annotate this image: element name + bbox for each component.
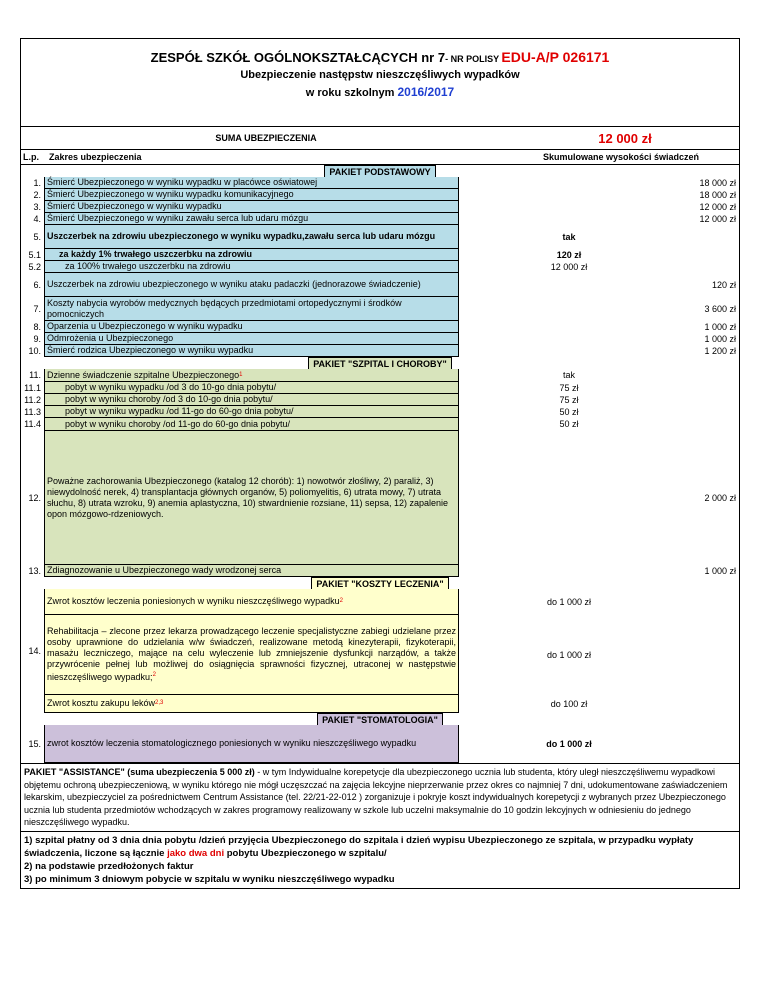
row-amount: tak xyxy=(562,370,575,380)
row-amount: 120 zł xyxy=(711,279,736,290)
row-number: 13. xyxy=(28,565,41,576)
package-title-costs-label: PAKIET "KOSZTY LECZENIA" xyxy=(311,577,448,590)
table-row xyxy=(21,177,739,189)
policy-number: EDU-A/P 026171 xyxy=(501,49,610,65)
row-description: Odmrożenia u Ubezpieczonego xyxy=(44,333,459,345)
assistance-title: PAKIET "ASSISTANCE" (suma ubezpieczenia 5 000 zł) xyxy=(24,767,255,777)
table-row xyxy=(21,725,739,763)
table-row xyxy=(44,695,739,713)
package-title-basic-label: PAKIET PODSTAWOWY xyxy=(324,165,435,178)
row-text: Rehabilitacja – zlecone przez lekarza prowadzącego leczenie specjalistyczne zabiegi udzielane przez osoby uprawnione do udzielania w/w świadczeń, realizowane metodą kinezyterapii, fizykoterapii, masażu leczniczego, mające na celu wyleczenie lub zmniejszenie dysfunkcji narządów, a także przywrócenie pełnej lub możliwej do osiągnięcia sprawności fizycznej, utraconej w następstwie nieszczęśliwego wypadku; xyxy=(47,626,456,682)
row-description: pobyt w wyniku choroby /od 3 do 10-go dnia pobytu/ xyxy=(44,394,459,406)
row-number: 1. xyxy=(33,177,41,188)
school-name: ZESPÓŁ SZKÓŁ OGÓLNOKSZTAŁCĄCYCH nr 7 xyxy=(150,50,446,65)
row-amount: 120 zł xyxy=(556,249,582,260)
table-row xyxy=(21,249,739,261)
row-amount: 12 000 zł xyxy=(550,261,588,272)
table-row xyxy=(21,394,739,406)
title-block xyxy=(21,39,739,127)
row-amount: 12 000 zł xyxy=(699,213,736,224)
footnote-mark: 1 xyxy=(239,371,243,378)
footnote-mark: 2,3 xyxy=(155,700,164,706)
costs-block xyxy=(21,589,739,713)
row-amount: 3 600 zł xyxy=(704,303,736,314)
year-prefix: w roku szkolnym xyxy=(305,87,398,99)
col-lp: L.p. xyxy=(23,152,39,162)
row-number: 6. xyxy=(33,279,41,290)
table-row xyxy=(21,406,739,418)
row-amount: 1 000 zł xyxy=(704,565,736,576)
row-text: Zwrot kosztów leczenia poniesionych w wyniku nieszczęśliwego wypadku xyxy=(47,596,340,606)
table-row xyxy=(21,213,739,225)
row-number: 5. xyxy=(33,231,41,242)
package-title-dental xyxy=(21,713,739,725)
row-number: 11. xyxy=(29,370,41,380)
row-number: 8. xyxy=(33,321,41,332)
row-text: Dzienne świadczenie szpitalne Ubezpieczonego xyxy=(47,369,240,380)
row-number: 11.3 xyxy=(24,406,41,417)
table-row xyxy=(21,297,739,321)
insurance-subtitle: Ubezpieczenie następstw nieszczęśliwych wypadków xyxy=(240,69,520,81)
row-number: 12. xyxy=(28,492,41,503)
row-number: 14. xyxy=(28,646,41,656)
row-amount: 75 zł xyxy=(559,382,579,393)
row-description xyxy=(44,369,459,382)
sum-insured-value: 12 000 zł xyxy=(598,130,652,146)
assistance-paragraph xyxy=(21,763,739,832)
row-amount: 75 zł xyxy=(559,394,579,405)
table-row xyxy=(21,565,739,577)
row-description: za każdy 1% trwałego uszczerbku na zdrowiu xyxy=(44,249,459,261)
sum-insured-label: SUMA UBEZPIECZENIA xyxy=(215,133,317,143)
table-row xyxy=(44,589,739,615)
policy-prefix: - NR POLISY xyxy=(445,54,502,64)
package-title-costs xyxy=(21,577,739,589)
row-amount: do 1 000 zł xyxy=(546,738,592,749)
row-description: Zdiagnozowanie u Ubezpieczonego wady wrodzonej serca xyxy=(44,565,459,577)
row-number: 15. xyxy=(28,738,41,749)
row-amount: do 1 000 zł xyxy=(546,596,592,607)
table-row xyxy=(21,431,739,565)
footnote-mark: 2 xyxy=(339,598,343,604)
footnote-mark: 2 xyxy=(152,672,156,678)
footnote-3: 3) po minimum 3 dniowym pobycie w szpitalu w wyniku nieszczęśliwego wypadku xyxy=(24,873,395,885)
table-row xyxy=(44,615,739,695)
footnote-1-text-b: pobytu Ubezpieczonego w szpitalu/ xyxy=(224,847,387,859)
table-row xyxy=(21,418,739,431)
row-number: 9. xyxy=(33,333,41,344)
row-description: Śmierć Ubezpieczonego w wyniku wypadku komunikacyjnego xyxy=(44,189,459,201)
row-description: pobyt w wyniku wypadku /od 3 do 10-go dnia pobytu/ xyxy=(44,382,459,394)
row-amount: tak xyxy=(562,231,576,242)
row-description: Śmierć Ubezpieczonego w wyniku wypadku w placówce oświatowej xyxy=(44,177,459,189)
row-number: 5.2 xyxy=(28,261,41,272)
row-description: Poważne zachorowania Ubezpieczonego (katalog 12 chorób): 1) nowotwór złośliwy, 2) paraliż, 3) niewydolność nerek, 4) transplantacja głównych organów, 5) poliomyelitis, 6) utrata mowy, 7) utrata słuchu, 8) utrata wzroku, 9) anemia aplastyczna, 10) stwardnienie rozsiane, 11) sepsa, 12) zapalenie opon mózgowo-rdzeniowych. xyxy=(44,431,459,565)
footnote-1 xyxy=(24,834,736,860)
row-description: Śmierć Ubezpieczonego w wyniku wypadku xyxy=(44,201,459,213)
row-description: Uszczerbek na zdrowiu ubezpieczonego w wyniku ataku padaczki (jednorazowe świadczenie) xyxy=(44,273,459,297)
table-row xyxy=(21,369,739,382)
col-zakres: Zakres ubezpieczenia xyxy=(49,152,142,162)
row-description xyxy=(44,589,459,615)
school-year-line xyxy=(21,85,739,99)
col-skumulowane: Skumulowane wysokości świadczeń xyxy=(542,152,700,162)
table-row xyxy=(21,261,739,273)
row-amount: do 1 000 zł xyxy=(546,649,592,660)
row-amount: 1 000 zł xyxy=(704,321,736,332)
row-amount: 50 zł xyxy=(559,419,579,429)
row-description: Śmierć Ubezpieczonego w wyniku zawału serca lub udaru mózgu xyxy=(44,213,459,225)
row-description: Śmierć rodzica Ubezpieczonego w wyniku wypadku xyxy=(44,345,459,357)
package-title-basic xyxy=(21,165,739,177)
row-description: Uszczerbek na zdrowiu ubezpieczonego w wyniku wypadku,zawału serca lub udaru mózgu xyxy=(44,225,459,249)
footnotes xyxy=(21,832,739,888)
row-number: 7. xyxy=(33,303,41,314)
row-number: 3. xyxy=(33,201,41,212)
footnote-1-highlight: jako dwa dni xyxy=(167,847,225,859)
table-row xyxy=(21,345,739,357)
row-description: Koszty nabycia wyrobów medycznych będących przedmiotami ortopedycznymi i środków pomocniczych xyxy=(44,297,459,321)
footnote-1-text-a: 1) szpital płatny od 3 dnia dnia pobytu /dzień przyjęcia Ubezpieczonego do szpitala i dzień wypisu Ubezpieczonego ze szpitala, w przypadku wypłaty świadczenia, liczone są łącznie xyxy=(24,834,694,859)
row-amount: 12 000 zł xyxy=(699,201,736,212)
table-row xyxy=(21,382,739,394)
row-number: 10. xyxy=(28,345,41,356)
row-description xyxy=(44,615,459,695)
column-header xyxy=(21,150,739,165)
table-row xyxy=(21,201,739,213)
row-number: 2. xyxy=(33,189,41,200)
package-title-hospital-label: PAKIET "SZPITAL I CHOROBY" xyxy=(308,357,452,370)
row-description: Oparzenia u Ubezpieczonego w wyniku wypadku xyxy=(44,321,459,333)
table-row xyxy=(21,273,739,297)
row-description xyxy=(44,695,459,713)
row-number: 4. xyxy=(33,213,41,224)
sum-insured-row xyxy=(21,127,739,150)
row-description: za 100% trwałego uszczerbku na zdrowiu xyxy=(44,261,459,273)
row-number: 5.1 xyxy=(28,249,41,260)
row-amount: 18 000 zł xyxy=(699,189,736,200)
row-text: Zwrot kosztu zakupu leków xyxy=(47,698,156,708)
package-title-hospital xyxy=(21,357,739,369)
row-amount: 2 000 zł xyxy=(704,492,736,503)
insurance-sheet xyxy=(20,38,740,889)
row-number: 11.4 xyxy=(24,419,41,429)
table-row xyxy=(21,321,739,333)
table-row xyxy=(21,189,739,201)
table-row xyxy=(21,333,739,345)
table-row xyxy=(21,225,739,249)
row-number: 11.1 xyxy=(24,382,41,393)
package-title-dental-label: PAKIET "STOMATOLOGIA" xyxy=(317,713,443,726)
footnote-2: 2) na podstawie przedłożonych faktur xyxy=(24,860,194,872)
row-amount: 1 200 zł xyxy=(704,345,736,356)
school-title xyxy=(21,49,739,65)
school-year: 2016/2017 xyxy=(397,85,455,99)
row-amount: 1 000 zł xyxy=(704,333,736,344)
row-number: 11.2 xyxy=(24,394,41,405)
row-amount: 18 000 zł xyxy=(699,177,736,188)
row-description: zwrot kosztów leczenia stomatologicznego poniesionych w wyniku nieszczęśliwego wypadku xyxy=(44,725,459,763)
row-amount: 50 zł xyxy=(559,406,579,417)
row-description: pobyt w wyniku wypadku /od 11-go do 60-go dnia pobytu/ xyxy=(44,406,459,418)
row-amount: do 100 zł xyxy=(550,698,588,709)
row-description: pobyt w wyniku choroby /od 11-go do 60-go dnia pobytu/ xyxy=(44,418,459,431)
assistance-text: - w tym Indywidualne korepetycje dla ubezpieczonego ucznia lub studenta, który uległ nieszczęśliwemu wypadkowi objętemu ochroną ubezpieczeniową, w wyniku którego nie mógł uczęszczać na zajęcia lekcyjne nieprzerwanie przez okres co najmniej 7 dni, udokumentowane zaświadczeniem lekarskim, ubezpieczyciel za pośrednictwem Centrum Assistance (tel. 22/21-22-012 ) zorganizuje i pokryje koszt indywidualnych korepetycji z wybranych przez Ubezpieczonego ucznia lub studenta przedmiotów wchodzących w zakres programowy realizowany w szkole lub uczelni maksymalnie do 10 godzin lekcyjnych w odniesieniu do jednego nieszczęśliwego wypadku. xyxy=(24,767,728,827)
